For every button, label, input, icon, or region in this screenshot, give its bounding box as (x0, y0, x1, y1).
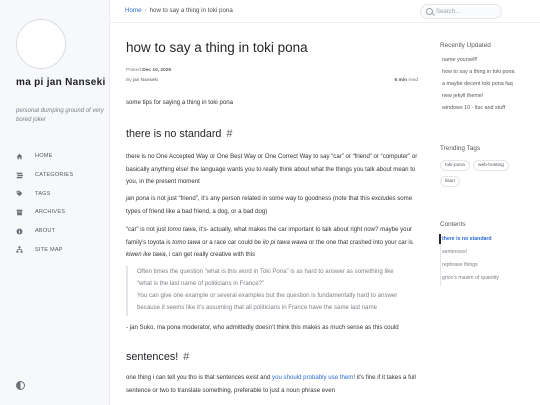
toc-item[interactable]: sentences! (442, 249, 468, 255)
paragraph (126, 224, 424, 262)
tag-chip[interactable]: lisari (440, 176, 460, 187)
toki-pona-phrase: ilo pi tawa wawa (262, 238, 308, 246)
paragraph (126, 193, 424, 218)
intro-paragraph: some tips for saying a thing in toki pona (126, 99, 234, 106)
text-span: is not just “friend”, it’s any person related in some way to goodness (note that this (149, 195, 372, 202)
text-span: or the one that crashed into your car is (307, 238, 413, 246)
home-icon (16, 153, 23, 160)
tag-chip[interactable]: toki-pona (440, 160, 470, 171)
sidebar-item-categories[interactable] (16, 166, 106, 185)
posted-label: Posted (126, 68, 141, 73)
right-panel (440, 0, 540, 405)
emphasis: excludes (371, 195, 396, 202)
page-title: how to say a thing in toki pona (126, 40, 308, 55)
post-content (126, 0, 426, 405)
sidebar-item-label: CATEGORIES (35, 172, 74, 179)
recently-updated-heading: Recently Updated (440, 42, 491, 49)
quote-line: Often times the question “what is this word in Toki Pona” is as hard to answer as something like (137, 268, 394, 275)
recent-post-link[interactable]: a maybe decent toki pona faq (442, 81, 513, 87)
breadcrumb-home-link[interactable]: Home (125, 7, 142, 14)
blockquote (126, 266, 429, 316)
toki-pona-phrase: kiwen ike tawa (126, 251, 166, 258)
theme-toggle-icon[interactable] (16, 381, 25, 390)
toc-item[interactable]: rephrase things (442, 262, 478, 268)
text-span: some types of friend like a bad friend, a dog, or a bad dog) (126, 195, 413, 215)
sidebar (0, 0, 110, 405)
stream-icon (16, 172, 23, 179)
quote-line: because it seems like it’s assuming that all politicians in France have the same last name (137, 304, 378, 311)
recent-post-link[interactable]: name yourself! (442, 57, 478, 63)
heading-text: sentences! (126, 351, 179, 363)
heading-no-standard (126, 128, 232, 140)
info-icon (16, 228, 23, 235)
heading-anchor-link[interactable]: # (183, 351, 190, 363)
sidebar-item-home[interactable] (16, 147, 106, 166)
sidebar-nav (16, 147, 106, 259)
text-span: one thing i can tell you tho is that sentences exist and (126, 374, 273, 381)
trending-tags-heading: Trending Tags (440, 145, 481, 152)
site-title[interactable]: ma pi jan Nanseki (16, 77, 106, 88)
sidebar-item-label: ARCHIVES (35, 209, 66, 216)
search-icon (426, 8, 433, 15)
avatar[interactable] (16, 19, 66, 69)
heading-text: there is no standard (126, 128, 222, 140)
sidebar-item-about[interactable] (16, 222, 106, 241)
recent-post-link[interactable]: windows 10 - ltsc and stuff (442, 105, 506, 111)
sidebar-item-label: HOME (35, 153, 53, 160)
heading-anchor-link[interactable]: # (226, 128, 233, 140)
sidebar-item-label: TAGS (35, 190, 51, 197)
sidebar-item-label: ABOUT (35, 228, 56, 235)
read-time (395, 78, 418, 83)
by-label: By (126, 78, 132, 83)
heading-sentences (126, 351, 189, 363)
author-link[interactable]: jan Nanseki (132, 78, 159, 83)
read-time-label: read (408, 78, 418, 83)
paragraph (126, 372, 424, 397)
breadcrumb-separator: › (144, 7, 147, 14)
posted-date: Dec 10, 2025 (142, 68, 172, 73)
text-span: or a race car could be (200, 238, 263, 246)
toki-pona-phrase: tomo tawa (167, 226, 196, 233)
recent-post-link[interactable]: how to say a thing in toki pona (442, 69, 515, 75)
archive-icon (16, 209, 23, 216)
search-input[interactable]: Search... (436, 8, 461, 15)
breadcrumb-current: how to say a thing in toki pona (149, 7, 233, 14)
sidebar-item-tags[interactable] (16, 184, 106, 203)
read-time-value: 6 min (394, 78, 408, 83)
site-subtitle: personal dumping ground of very bored joker (16, 108, 104, 123)
text-span: “car” is not just (126, 226, 168, 233)
toki-pona-phrase: tomo tawa (172, 238, 201, 246)
paragraph: there is no One Accepted Way or One Best Way or One Correct Way to say “car” or “friend” or “computer” or basically anything else! the language wants you to really think about what the things you talk about mean to you, in the present moment (126, 153, 418, 185)
toki-pona-phrase: jan pona (126, 195, 150, 202)
quote-line: You can give one example or several examples but the question is fundamentally hard to answer (137, 292, 398, 299)
toc-heading: Contents (440, 221, 466, 228)
sitemap-icon (16, 246, 23, 253)
text-span: ! it’s fine if it takes a full sentence or two to translate something, preferable to just a noun phrase even (126, 374, 416, 394)
sidebar-item-label: SITE MAP (35, 246, 63, 253)
quote-line: “what is the last name of politicians in France?” (137, 280, 265, 287)
sidebar-item-archives[interactable] (16, 203, 106, 222)
post-author-line (126, 78, 418, 83)
sidebar-item-sitemap[interactable] (16, 240, 106, 259)
quote-attribution: - jan Suko, ma pona moderator, who admittedly doesn’t think this makes as much sense as this could (126, 324, 399, 331)
toc-item[interactable]: grice’s maxim of quantity (442, 275, 499, 281)
tag-chip[interactable]: web-hosting (473, 160, 509, 171)
post-date (126, 68, 171, 73)
recent-post-link[interactable]: new jekyll theme! (442, 93, 484, 99)
text-span: , it’s- actually, what makes the car important to talk about right now? maybe your family’s toyota is (126, 226, 412, 246)
toc-active-indicator (439, 234, 441, 244)
toc-item[interactable]: there is no standard (442, 236, 492, 242)
text-span: , i can get really creative with this (165, 251, 256, 258)
tags-icon (16, 190, 23, 197)
inline-link[interactable]: you should probably use them (272, 374, 354, 381)
